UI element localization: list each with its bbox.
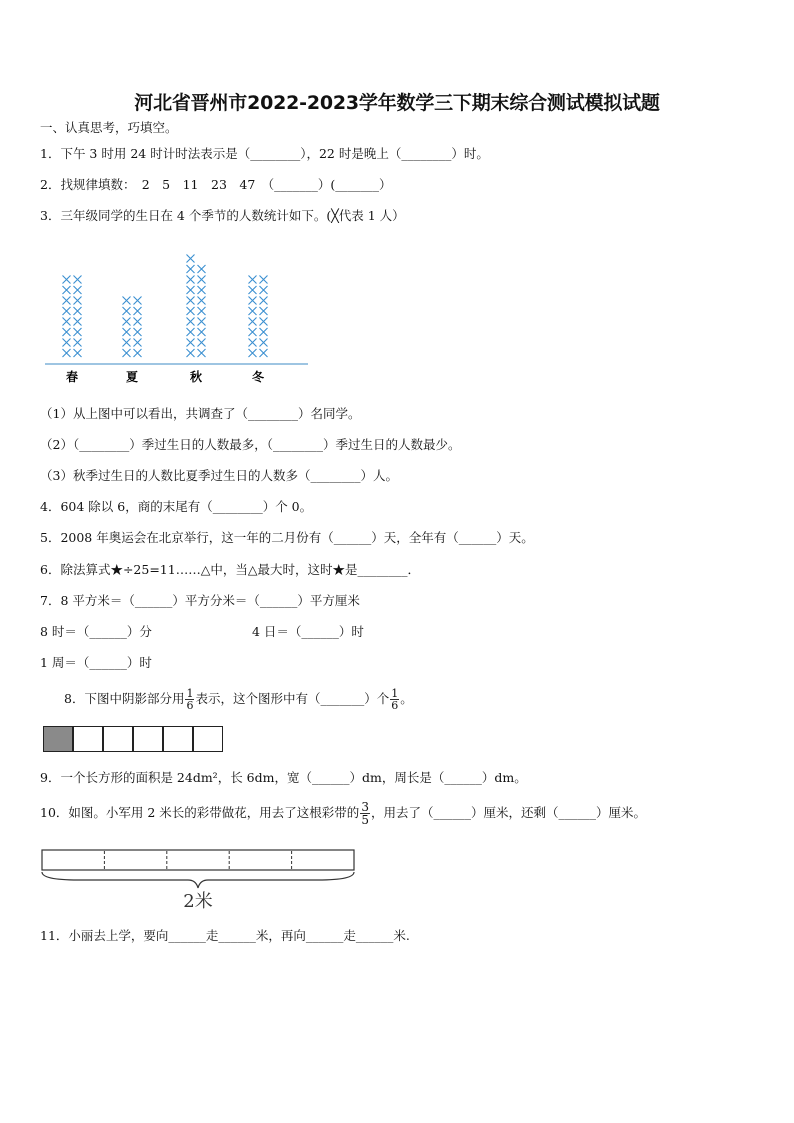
cross-mark (198, 297, 206, 305)
question-3-2: （2）（________）季过生日的人数最多，（________）季过生日的人数最少。 (40, 437, 461, 452)
cross-mark (198, 286, 206, 294)
cross-mark (249, 349, 257, 357)
cross-mark (187, 265, 195, 273)
cross-mark (63, 297, 71, 305)
fraction-one-sixth (185, 688, 194, 711)
question-7-week: 1 周＝（______）时 (40, 655, 152, 670)
cross-mark (260, 349, 268, 357)
question-3: 3．三年级同学的生日在 4 个季节的人数统计如下。(╳代表 1 人） (40, 208, 405, 223)
cross-mark (134, 349, 142, 357)
cross-mark (63, 349, 71, 357)
cross-mark (249, 297, 257, 305)
cross-mark (74, 276, 82, 284)
category-label: 夏 (125, 370, 139, 384)
strip-cell-shaded (43, 726, 73, 752)
cross-mark (249, 286, 257, 294)
cross-mark (63, 328, 71, 336)
cross-mark (187, 328, 195, 336)
cross-mark (74, 339, 82, 347)
question-8-text-end: 。 (400, 691, 413, 706)
category-label: 春 (65, 370, 79, 384)
chart-marks (63, 255, 268, 358)
question-5: 5．2008 年奥运会在北京举行，这一年的二月份有（______）天，全年有（______）天。 (40, 530, 534, 545)
page-title: 河北省晋州市2022-2023学年数学三下期末综合测试模拟试题 (134, 92, 660, 114)
cross-mark (198, 339, 206, 347)
cross-mark (260, 307, 268, 315)
cross-mark (63, 339, 71, 347)
cross-mark (249, 276, 257, 284)
cross-mark (198, 349, 206, 357)
fraction-three-fifths (360, 801, 370, 826)
fraction-one-sixth (390, 688, 399, 711)
pictograph-column-2 (123, 297, 142, 358)
cross-mark (260, 318, 268, 326)
cross-mark (187, 286, 195, 294)
cross-mark (134, 339, 142, 347)
cross-mark (134, 318, 142, 326)
cross-mark (74, 328, 82, 336)
ribbon-bar (42, 850, 354, 870)
cross-mark (123, 339, 131, 347)
cross-mark (63, 318, 71, 326)
category-label: 秋 (189, 370, 203, 384)
section-heading: 一、认真思考，巧填空。 (40, 120, 178, 135)
cross-mark (198, 265, 206, 273)
cross-mark (187, 255, 195, 263)
question-7-days: 4 日＝（______）时 (252, 624, 364, 639)
question-3-1: （1）从上图中可以看出，共调查了（________）名同学。 (40, 406, 361, 421)
cross-mark (187, 307, 195, 315)
cross-mark (187, 339, 195, 347)
question-10 (40, 798, 646, 828)
fraction-denominator: 6 (391, 699, 399, 712)
cross-mark (74, 286, 82, 294)
cross-mark (260, 339, 268, 347)
cross-mark (260, 276, 268, 284)
question-11: 11．小丽去上学，要向______走______米，再向______走______米. (40, 928, 410, 943)
strip-cell (73, 726, 103, 752)
cross-mark (198, 307, 206, 315)
ribbon-length-label: 2米 (183, 891, 213, 912)
fraction-denominator: 6 (186, 699, 194, 712)
question-4: 4．604 除以 6，商的末尾有（________）个 0。 (40, 499, 313, 514)
cross-mark (249, 307, 257, 315)
pictograph-column-3 (187, 255, 206, 358)
chart-labels (66, 369, 265, 384)
ribbon-figure (38, 846, 363, 914)
cross-mark (123, 307, 131, 315)
category-label: 冬 (251, 370, 265, 384)
cross-mark (198, 318, 206, 326)
cross-mark (123, 297, 131, 305)
pictograph-column-1 (63, 276, 82, 358)
cross-mark (63, 286, 71, 294)
cross-mark (74, 318, 82, 326)
question-10-text-post: ，用去了（______）厘米，还剩（______）厘米。 (370, 805, 646, 820)
cross-mark (187, 349, 195, 357)
question-6: 6．除法算式★÷25=11……△中，当△最大时，这时★是________． (40, 562, 420, 577)
fraction-numerator: 3 (361, 800, 369, 814)
cross-mark (134, 297, 142, 305)
question-8-text-mid: 表示，这个图形中有（_______）个 (195, 691, 390, 706)
question-7-hours: 8 时＝（______）分 (40, 624, 152, 639)
cross-mark (74, 307, 82, 315)
question-3-3: （3）秋季过生日的人数比夏季过生日的人数多（________）人。 (40, 468, 398, 483)
strip-cell (103, 726, 133, 752)
question-8-text-pre: 8．下图中阴影部分用 (64, 691, 185, 706)
ribbon-brace (42, 872, 354, 888)
question-8 (64, 685, 413, 713)
cross-mark (260, 286, 268, 294)
cross-mark (198, 276, 206, 284)
cross-mark (123, 328, 131, 336)
cross-mark (198, 328, 206, 336)
cross-mark (134, 307, 142, 315)
question-7: 7．8 平方米＝（______）平方分米＝（______）平方厘米 (40, 593, 360, 608)
cross-mark (134, 328, 142, 336)
strip-cell (193, 726, 223, 752)
pictograph-column-4 (249, 276, 268, 358)
cross-mark (74, 349, 82, 357)
cross-mark (249, 339, 257, 347)
cross-mark (123, 318, 131, 326)
fraction-numerator: 1 (186, 687, 194, 700)
cross-mark (74, 297, 82, 305)
cross-mark (187, 276, 195, 284)
fraction-strip-figure (43, 726, 225, 752)
cross-mark (249, 328, 257, 336)
cross-mark (63, 307, 71, 315)
fraction-numerator: 1 (391, 687, 399, 700)
question-1: 1．下午 3 时用 24 时计时法表示是（________），22 时是晚上（________）时。 (40, 146, 489, 161)
cross-mark (63, 276, 71, 284)
question-2: 2．找规律填数： 2 5 11 23 47 （_______）(_______） (40, 177, 392, 192)
cross-mark (260, 297, 268, 305)
pictograph-chart (40, 236, 320, 386)
question-9: 9．一个长方形的面积是 24dm²，长 6dm，宽（______）dm，周长是（______）dm。 (40, 770, 527, 785)
strip-cell (163, 726, 193, 752)
question-10-text-pre: 10．如图。小军用 2 米长的彩带做花，用去了这根彩带的 (40, 805, 360, 820)
strip-cell (133, 726, 163, 752)
cross-mark (123, 349, 131, 357)
cross-mark (249, 318, 257, 326)
cross-mark (187, 297, 195, 305)
cross-mark (187, 318, 195, 326)
cross-mark (260, 328, 268, 336)
fraction-denominator: 5 (361, 813, 369, 827)
